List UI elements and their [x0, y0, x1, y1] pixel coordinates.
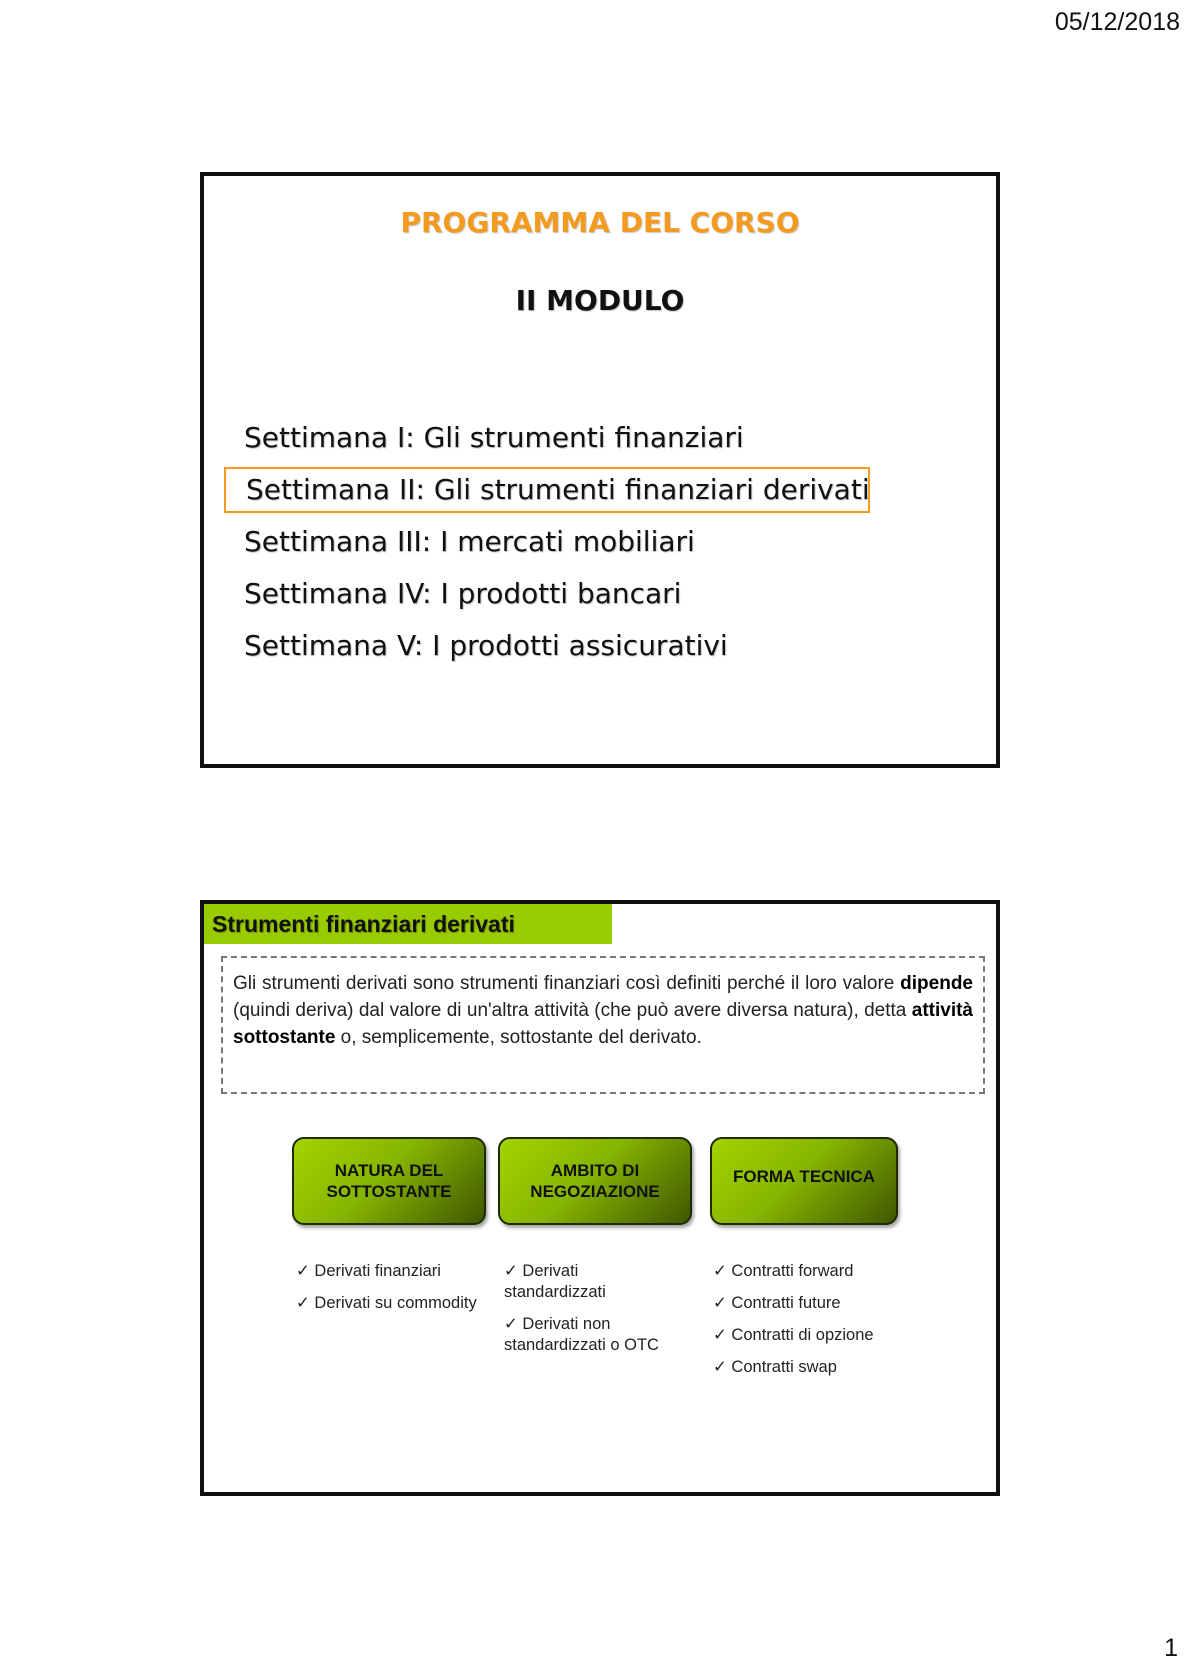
- list-item: ✓ Derivati su commodity: [296, 1294, 477, 1312]
- definition-bold-term: attività sottostante: [233, 1000, 973, 1048]
- category-list-forma: [713, 1261, 933, 1389]
- definition-text: (quindi deriva) dal valore di un'altra attività (che può avere diversa natura), detta: [233, 1000, 912, 1021]
- check-icon: ✓: [713, 1262, 732, 1280]
- check-icon: ✓: [296, 1294, 315, 1312]
- category-label: NATURA DEL SOTTOSTANTE: [326, 1161, 452, 1201]
- slide-title: Strumenti finanziari derivati: [204, 904, 612, 944]
- week-item-1: Settimana I: Gli strumenti finanziari: [244, 421, 744, 454]
- category-box-ambito: [498, 1137, 692, 1225]
- list-item: ✓ Derivati finanziari: [296, 1262, 441, 1280]
- list-item: ✓ Contratti swap: [713, 1358, 837, 1376]
- list-item: ✓ Derivati non standardizzati o OTC: [504, 1315, 659, 1354]
- list-item: ✓ Contratti forward: [713, 1262, 854, 1280]
- slide-strumenti-derivati: [200, 900, 1000, 1496]
- category-box-natura: [292, 1137, 486, 1225]
- slide-subtitle: II MODULO: [515, 284, 685, 317]
- week-item-3: Settimana III: I mercati mobiliari: [244, 525, 695, 558]
- check-icon: ✓: [713, 1294, 732, 1312]
- category-list-ambito: [504, 1261, 694, 1367]
- category-list-natura: [296, 1261, 486, 1325]
- list-item: ✓ Derivati standardizzati: [504, 1262, 606, 1301]
- week-item-2-highlighted: Settimana II: Gli strumenti finanziari derivati: [224, 467, 870, 513]
- list-item: ✓ Contratti di opzione: [713, 1326, 874, 1344]
- category-label: AMBITO DI NEGOZIAZIONE: [530, 1161, 660, 1201]
- check-icon: ✓: [296, 1262, 315, 1280]
- check-icon: ✓: [504, 1315, 523, 1333]
- definition-bold-term: dipende: [900, 973, 973, 994]
- check-icon: ✓: [504, 1262, 523, 1280]
- list-item: ✓ Contratti future: [713, 1294, 841, 1312]
- week-item-5: Settimana V: I prodotti assicurativi: [244, 629, 728, 662]
- category-label: FORMA TECNICA: [733, 1166, 875, 1186]
- category-box-forma: [710, 1137, 898, 1225]
- definition-box: [221, 956, 985, 1094]
- page-date: 05/12/2018: [1054, 8, 1180, 36]
- check-icon: ✓: [713, 1358, 732, 1376]
- slide-title: PROGRAMMA DEL CORSO: [400, 206, 800, 239]
- week-item-4: Settimana IV: I prodotti bancari: [244, 577, 682, 610]
- definition-text: o, semplicemente, sottostante del derivato.: [335, 1027, 702, 1048]
- definition-text: Gli strumenti derivati sono strumenti finanziari così definiti perché il loro valore: [233, 973, 901, 994]
- page-number: 1: [1164, 1634, 1178, 1662]
- slide-programma-corso: [200, 172, 1000, 768]
- weeks-list: [224, 412, 976, 672]
- check-icon: ✓: [713, 1326, 732, 1344]
